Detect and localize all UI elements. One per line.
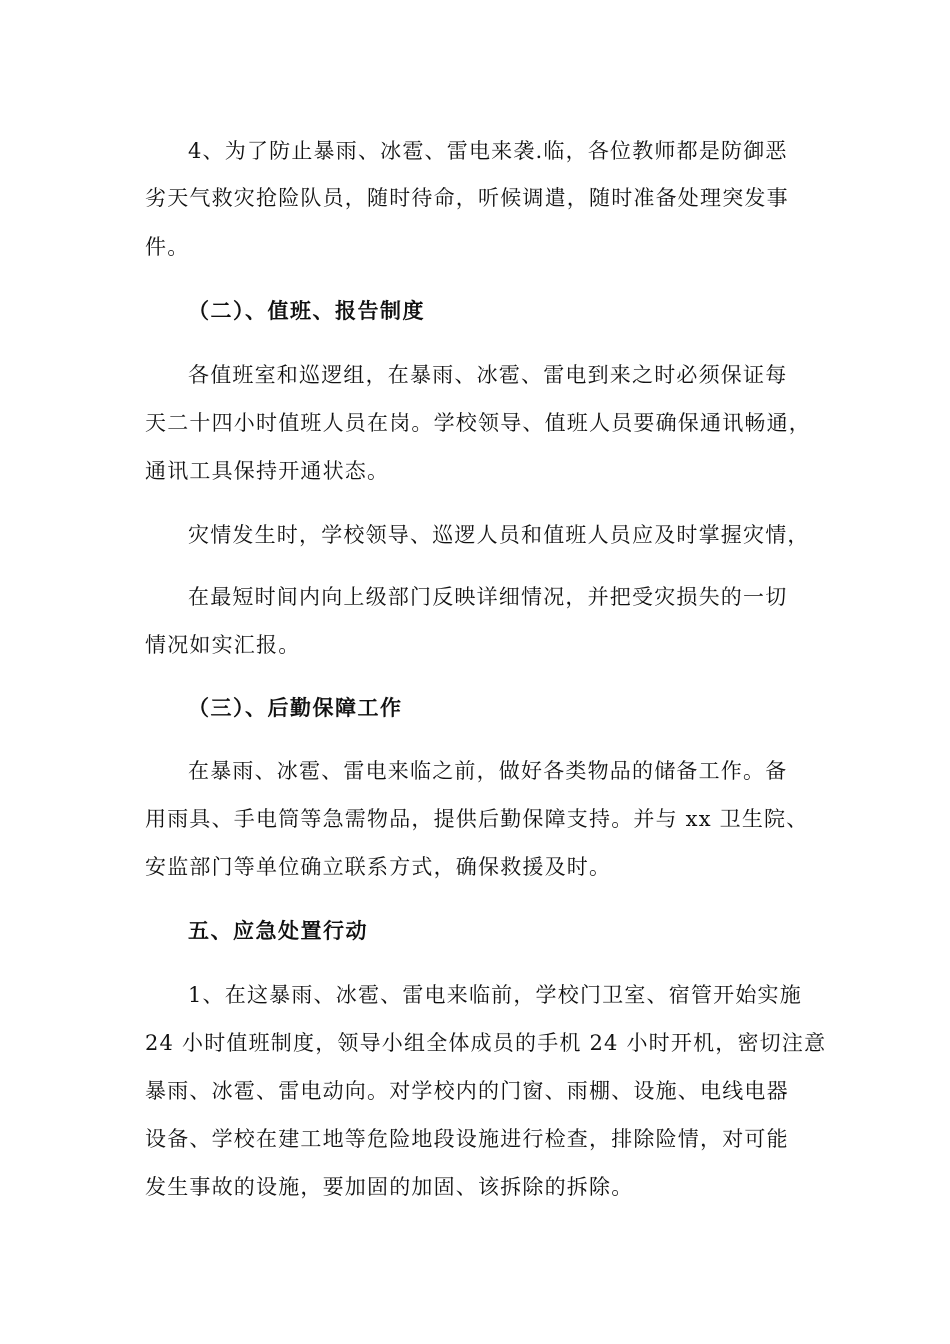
- paragraph-line: 设备、学校在建工地等危险地段设施进行检查，排除险情，对可能: [145, 1127, 789, 1151]
- paragraph-line: 天二十四小时值班人员在岗。学校领导、值班人员要确保通讯畅通，: [145, 411, 811, 435]
- paragraph-line: 灾情发生时，学校领导、巡逻人员和值班人员应及时掌握灾情，: [188, 523, 810, 547]
- paragraph-line: 用雨具、手电筒等急需物品，提供后勤保障支持。并与 xx 卫生院、: [145, 807, 809, 831]
- paragraph-line: 件。: [145, 235, 190, 259]
- paragraph-line: 劣天气救灾抢险队员，随时待命，听候调遣，随时准备处理突发事: [145, 186, 789, 210]
- paragraph-line: 1、在这暴雨、冰雹、雷电来临前，学校门卫室、宿管开始实施: [188, 983, 802, 1007]
- paragraph-line: 4、为了防止暴雨、冰雹、雷电来袭.临，各位教师都是防御恶: [188, 139, 788, 163]
- paragraph-line: 通讯工具保持开通状态。: [145, 459, 390, 483]
- paragraph-line: 情况如实汇报。: [145, 633, 301, 657]
- section-heading: （二）、值班、报告制度: [188, 299, 425, 323]
- paragraph-line: 安监部门等单位确立联系方式，确保救援及时。: [145, 855, 612, 879]
- paragraph-line: 发生事故的设施，要加固的加固、该拆除的拆除。: [145, 1175, 634, 1199]
- paragraph-line: 在暴雨、冰雹、雷电来临之前，做好各类物品的储备工作。备: [188, 759, 788, 783]
- section-heading: （三）、后勤保障工作: [188, 696, 403, 720]
- section-heading: 五、应急处置行动: [188, 919, 368, 943]
- paragraph-line: 各值班室和巡逻组，在暴雨、冰雹、雷电到来之时必须保证每: [188, 363, 788, 387]
- paragraph-line: 在最短时间内向上级部门反映详细情况，并把受灾损失的一切: [188, 585, 788, 609]
- paragraph-line: 暴雨、冰雹、雷电动向。对学校内的门窗、雨棚、设施、电线电器: [145, 1079, 789, 1103]
- paragraph-line: 24 小时值班制度，领导小组全体成员的手机 24 小时开机，密切注意: [145, 1031, 827, 1055]
